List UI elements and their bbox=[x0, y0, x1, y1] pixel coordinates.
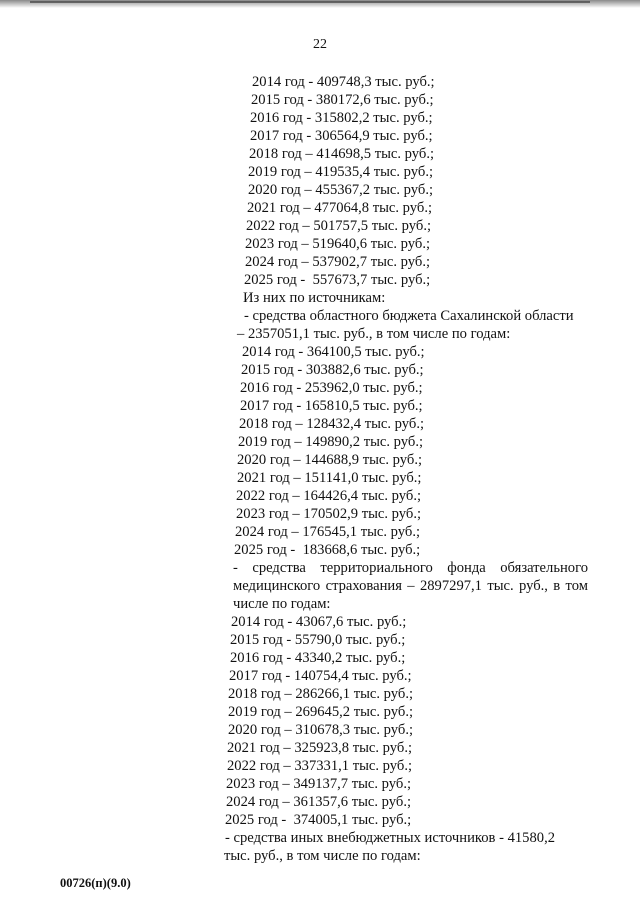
fund-year-2019: 2019 год – 269645,2 тыс. руб.; bbox=[228, 704, 414, 720]
fund-year-2021: 2021 год – 325923,8 тыс. руб.; bbox=[227, 740, 413, 756]
regional-budget-years-list bbox=[0, 343, 640, 559]
regional-budget-intro-line-2: – 2357051,1 тыс. руб., в том числе по годам: bbox=[237, 326, 511, 342]
fund-year-2024: 2024 год – 361357,6 тыс. руб.; bbox=[226, 794, 412, 810]
total-year-2021: 2021 год – 477064,8 тыс. руб.; bbox=[247, 200, 433, 216]
regional-budget-intro-line-1: - средства областного бюджета Сахалинской области bbox=[244, 308, 574, 324]
fund-year-2018: 2018 год – 286266,1 тыс. руб.; bbox=[228, 686, 414, 702]
insurance-fund-years-list bbox=[0, 613, 640, 829]
regional-year-2015: 2015 год - 303882,6 тыс. руб.; bbox=[241, 362, 424, 378]
fund-year-2014: 2014 год - 43067,6 тыс. руб.; bbox=[231, 614, 407, 630]
total-year-2023: 2023 год – 519640,6 тыс. руб.; bbox=[245, 236, 431, 252]
total-year-2020: 2020 год – 455367,2 тыс. руб.; bbox=[248, 182, 434, 198]
scan-top-edge bbox=[30, 1, 590, 3]
extrabudget-intro-line-1: - средства иных внебюджетных источников - 41580,2 bbox=[225, 830, 556, 846]
fund-year-2015: 2015 год - 55790,0 тыс. руб.; bbox=[230, 632, 406, 648]
total-year-2025: 2025 год - 557673,7 тыс. руб.; bbox=[244, 272, 431, 288]
regional-year-2018: 2018 год – 128432,4 тыс. руб.; bbox=[239, 416, 425, 432]
document-body bbox=[0, 73, 640, 865]
footer-document-code: 00726(п)(9.0) bbox=[60, 876, 131, 890]
total-year-2014: 2014 год - 409748,3 тыс. руб.; bbox=[252, 74, 435, 90]
total-year-2015: 2015 год - 380172,6 тыс. руб.; bbox=[251, 92, 434, 108]
regional-year-2019: 2019 год – 149890,2 тыс. руб.; bbox=[238, 434, 424, 450]
regional-year-2014: 2014 год - 364100,5 тыс. руб.; bbox=[242, 344, 425, 360]
regional-year-2024: 2024 год – 176545,1 тыс. руб.; bbox=[235, 524, 421, 540]
regional-year-2020: 2020 год – 144688,9 тыс. руб.; bbox=[237, 452, 423, 468]
total-year-2019: 2019 год – 419535,4 тыс. руб.; bbox=[248, 164, 434, 180]
fund-year-2022: 2022 год – 337331,1 тыс. руб.; bbox=[227, 758, 413, 774]
fund-year-2017: 2017 год - 140754,4 тыс. руб.; bbox=[229, 668, 412, 684]
sources-heading: Из них по источникам: bbox=[243, 290, 386, 306]
regional-year-2025: 2025 год - 183668,6 тыс. руб.; bbox=[234, 542, 421, 558]
regional-year-2023: 2023 год – 170502,9 тыс. руб.; bbox=[236, 506, 422, 522]
fund-year-2025: 2025 год - 374005,1 тыс. руб.; bbox=[225, 812, 412, 828]
total-year-2017: 2017 год - 306564,9 тыс. руб.; bbox=[250, 128, 433, 144]
regional-year-2017: 2017 год - 165810,5 тыс. руб.; bbox=[240, 398, 423, 414]
total-year-2018: 2018 год – 414698,5 тыс. руб.; bbox=[249, 146, 435, 162]
regional-year-2021: 2021 год – 151141,0 тыс. руб.; bbox=[237, 470, 422, 486]
regional-year-2022: 2022 год – 164426,4 тыс. руб.; bbox=[236, 488, 422, 504]
fund-year-2020: 2020 год – 310678,3 тыс. руб.; bbox=[228, 722, 414, 738]
extrabudget-intro-line-2: тыс. руб., в том числе по годам: bbox=[224, 848, 421, 864]
total-year-2016: 2016 год - 315802,2 тыс. руб.; bbox=[250, 110, 433, 126]
page-number: 22 bbox=[313, 37, 327, 52]
regional-year-2016: 2016 год - 253962,0 тыс. руб.; bbox=[240, 380, 423, 396]
total-by-year-list bbox=[0, 73, 640, 289]
insurance-fund-intro: - средства территориального фонда обязательного медицинского страхования – 2897297,1 тыс. руб., в том числе по годам: bbox=[233, 560, 588, 612]
total-year-2022: 2022 год – 501757,5 тыс. руб.; bbox=[246, 218, 432, 234]
fund-year-2016: 2016 год - 43340,2 тыс. руб.; bbox=[230, 650, 406, 666]
fund-year-2023: 2023 год – 349137,7 тыс. руб.; bbox=[226, 776, 412, 792]
total-year-2024: 2024 год – 537902,7 тыс. руб.; bbox=[245, 254, 431, 270]
